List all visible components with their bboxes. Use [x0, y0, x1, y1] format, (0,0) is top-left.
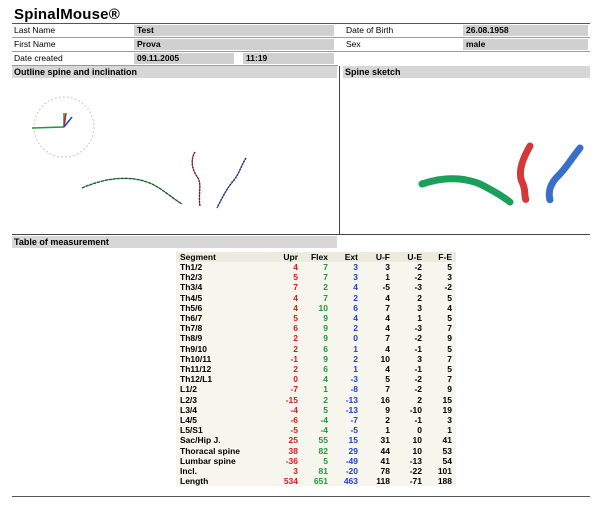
segment-cell: Th1/2	[180, 262, 203, 272]
segment-cell: Th3/4	[180, 282, 203, 293]
flexion-cell: 6	[323, 343, 328, 354]
flexion-cell: 7	[323, 292, 328, 303]
flexion-cell: 9	[323, 333, 328, 344]
spine-sketch-drawing	[340, 80, 590, 232]
u-f-cell: 2	[385, 415, 390, 426]
table-row	[176, 425, 456, 435]
f-e-cell: 54	[442, 455, 452, 466]
panel-bottom-border	[12, 234, 590, 235]
extension-cell: -20	[345, 466, 358, 477]
table-row	[176, 333, 456, 343]
flexion-cell: 2	[323, 394, 328, 405]
upright-cell: 25	[288, 435, 298, 446]
sketch-upright-spine	[520, 146, 530, 200]
table-row	[176, 282, 456, 292]
u-e-cell: -10	[409, 404, 422, 415]
upright-cell: 4	[293, 302, 298, 313]
u-f-cell: 7	[385, 384, 390, 395]
extension-cell: 3	[353, 272, 358, 283]
u-f-cell: 7	[385, 302, 390, 313]
u-e-cell: 2	[417, 292, 422, 303]
f-e-cell: 5	[447, 262, 452, 272]
segment-cell: Length	[180, 476, 209, 487]
segment-cell: Sac/Hip J.	[180, 435, 221, 446]
u-f-cell: -5	[382, 282, 390, 293]
extension-cell: 6	[353, 302, 358, 313]
u-e-cell: -3	[414, 282, 422, 293]
u-e-cell: -1	[414, 343, 422, 354]
u-f-cell: 10	[380, 353, 390, 364]
first-name-label: First Name	[14, 39, 56, 49]
u-f-cell: 9	[385, 404, 390, 415]
upright-cell: -36	[285, 455, 298, 466]
flexion-cell: 7	[323, 272, 328, 283]
u-e-cell: 1	[417, 313, 422, 324]
f-e-cell: 7	[447, 353, 452, 364]
table-row	[176, 354, 456, 364]
extension-cell: 1	[353, 364, 358, 375]
segment-cell: Th9/10	[180, 343, 207, 354]
extension-cell: 15	[348, 435, 358, 446]
flexion-cell: 9	[323, 323, 328, 334]
extension-cell: 0	[353, 333, 358, 344]
u-f-cell: 1	[385, 272, 390, 283]
extension-cell: 4	[353, 282, 358, 293]
u-e-cell: -2	[414, 374, 422, 385]
f-e-cell: 5	[447, 313, 452, 324]
flexion-cell: -4	[320, 415, 328, 426]
segment-cell: Th8/9	[180, 333, 203, 344]
f-e-cell: 9	[447, 333, 452, 344]
u-e-cell: -1	[414, 364, 422, 375]
u-e-cell: -13	[409, 455, 422, 466]
flexion-cell: 9	[323, 353, 328, 364]
u-f-cell: 4	[385, 364, 390, 375]
dob-value: 26.08.1958	[463, 25, 588, 36]
u-f-cell: 4	[385, 313, 390, 324]
sketch-panel-title: Spine sketch	[343, 66, 590, 78]
f-e-cell: 19	[442, 404, 452, 415]
u-e-cell: 0	[417, 425, 422, 436]
upright-cell: 6	[293, 323, 298, 334]
flexion-cell: 651	[313, 476, 328, 487]
outline-flexion-center	[82, 178, 182, 204]
u-f-cell: 118	[376, 476, 390, 487]
segment-cell: L5/S1	[180, 425, 203, 436]
f-e-cell: 15	[442, 394, 452, 405]
col-header-u-f: U-F	[362, 252, 394, 262]
u-e-cell: 10	[412, 435, 422, 446]
u-e-cell: -1	[414, 415, 422, 426]
table-row	[176, 293, 456, 303]
col-header-flex: Flex	[302, 252, 332, 262]
u-f-cell: 41	[380, 455, 390, 466]
upright-cell: -5	[290, 425, 298, 436]
outline-upright-curve	[192, 152, 200, 206]
last-name-label: Last Name	[14, 25, 56, 35]
first-name-value: Prova	[134, 39, 334, 50]
table-row	[176, 476, 456, 486]
outline-spine-drawing	[12, 80, 338, 232]
upright-cell: 534	[283, 476, 298, 487]
table-section-title: Table of measurement	[12, 236, 337, 248]
col-header-u-e: U-E	[394, 252, 426, 262]
outline-upright-center	[192, 152, 200, 206]
title-underline	[12, 23, 590, 24]
outline-panel-title: Outline spine and inclination	[12, 66, 337, 78]
u-f-cell: 7	[385, 333, 390, 344]
sex-label: Sex	[346, 39, 361, 49]
upright-cell: 4	[293, 262, 298, 272]
flexion-cell: 5	[323, 404, 328, 415]
extension-cell: -13	[345, 394, 358, 405]
app-title: SpinalMouse®	[14, 6, 120, 23]
flexion-cell: 55	[318, 435, 328, 446]
segment-cell: Th6/7	[180, 313, 203, 324]
segment-cell: Th5/6	[180, 302, 203, 313]
date-created-value: 09.11.2005	[134, 53, 234, 64]
sketch-extension-spine	[549, 148, 580, 200]
segment-cell: Th10/11	[180, 353, 212, 364]
upright-cell: 3	[293, 466, 298, 477]
flexion-cell: 6	[323, 364, 328, 375]
u-f-cell: 78	[380, 466, 390, 477]
u-f-cell: 31	[380, 435, 390, 446]
upright-cell: -4	[290, 404, 298, 415]
u-e-cell: 2	[417, 394, 422, 405]
extension-cell: -5	[350, 425, 358, 436]
flexion-cell: 9	[323, 313, 328, 324]
segment-cell: Th7/8	[180, 323, 203, 334]
table-row	[176, 374, 456, 384]
upright-cell: -1	[290, 353, 298, 364]
segment-cell: Th2/3	[180, 272, 203, 283]
f-e-cell: 53	[442, 445, 452, 456]
f-e-cell: 101	[437, 466, 452, 477]
table-row	[176, 435, 456, 445]
segment-cell: Th11/12	[180, 364, 212, 375]
measurement-table	[176, 252, 456, 486]
table-row	[176, 446, 456, 456]
u-e-cell: -2	[414, 384, 422, 395]
upright-cell: 0	[293, 374, 298, 385]
u-f-cell: 4	[385, 343, 390, 354]
extension-cell: -7	[350, 415, 358, 426]
sex-value: male	[463, 39, 588, 50]
flexion-cell: 5	[323, 455, 328, 466]
extension-cell: 4	[353, 313, 358, 324]
time-created-value: 11:19	[243, 53, 334, 64]
table-row	[176, 415, 456, 425]
u-f-cell: 4	[385, 292, 390, 303]
u-f-cell: 3	[385, 262, 390, 272]
table-row	[176, 323, 456, 333]
segment-cell: Lumbar spine	[180, 455, 236, 466]
sketch-flexion-spine	[422, 179, 510, 202]
u-f-cell: 44	[380, 445, 390, 456]
segment-cell: Incl.	[180, 466, 198, 477]
f-e-cell: 188	[437, 476, 452, 487]
u-e-cell: -2	[414, 262, 422, 272]
u-e-cell: -2	[414, 333, 422, 344]
u-f-cell: 1	[385, 425, 390, 436]
col-header-upr: Upr	[274, 252, 302, 262]
table-row	[176, 384, 456, 394]
f-e-cell: 41	[442, 435, 452, 446]
u-e-cell: -2	[414, 272, 422, 283]
upright-cell: 4	[293, 292, 298, 303]
extension-cell: 2	[353, 353, 358, 364]
upright-cell: 5	[293, 272, 298, 283]
f-e-cell: 1	[447, 425, 452, 436]
f-e-cell: 7	[447, 374, 452, 385]
upright-cell: 5	[293, 313, 298, 324]
footer-line	[12, 496, 590, 497]
last-name-value: Test	[134, 25, 334, 36]
f-e-cell: 5	[447, 364, 452, 375]
table-row	[176, 466, 456, 476]
extension-cell: 1	[353, 343, 358, 354]
flexion-cell: 10	[318, 302, 328, 313]
upright-cell: 2	[293, 343, 298, 354]
table-row	[176, 456, 456, 466]
divider	[12, 37, 590, 38]
flexion-cell: 4	[323, 374, 328, 385]
upright-cell: 2	[293, 333, 298, 344]
flexion-cell: 2	[323, 282, 328, 293]
f-e-cell: -2	[444, 282, 452, 293]
table-body	[176, 262, 456, 486]
segment-cell: L4/5	[180, 415, 198, 426]
flexion-cell: 82	[318, 445, 328, 456]
extension-cell: -3	[350, 374, 358, 385]
u-f-cell: 16	[380, 394, 390, 405]
upright-cell: 2	[293, 364, 298, 375]
upright-cell: -15	[285, 394, 298, 405]
f-e-cell: 4	[447, 302, 452, 313]
extension-cell: -13	[345, 404, 358, 415]
flexion-cell: 7	[323, 262, 328, 272]
extension-cell: 29	[348, 445, 358, 456]
flexion-cell: -4	[320, 425, 328, 436]
upright-cell: -7	[290, 384, 298, 395]
date-created-label: Date created	[14, 53, 63, 63]
table-row	[176, 405, 456, 415]
u-e-cell: 3	[417, 302, 422, 313]
table-row	[176, 262, 456, 272]
table-header-row	[176, 252, 456, 262]
segment-cell: Th4/5	[180, 292, 203, 303]
segment-cell: L1/2	[180, 384, 198, 395]
extension-cell: 2	[353, 292, 358, 303]
inclination-flex-base	[32, 127, 64, 128]
extension-cell: -49	[345, 455, 358, 466]
table-row	[176, 395, 456, 405]
segment-cell: Thoracal spine	[180, 445, 240, 456]
table-row	[176, 313, 456, 323]
upright-cell: -6	[290, 415, 298, 426]
table-row	[176, 272, 456, 282]
upright-cell: 38	[288, 445, 298, 456]
extension-cell: 463	[343, 476, 358, 487]
upright-cell: 7	[293, 282, 298, 293]
flexion-cell: 81	[318, 466, 328, 477]
f-e-cell: 3	[447, 272, 452, 283]
u-f-cell: 4	[385, 323, 390, 334]
f-e-cell: 7	[447, 323, 452, 334]
segment-cell: Th12/L1	[180, 374, 213, 385]
table-row	[176, 303, 456, 313]
u-e-cell: 10	[412, 445, 422, 456]
u-e-cell: -22	[409, 466, 422, 477]
u-f-cell: 5	[385, 374, 390, 385]
u-e-cell: -71	[409, 476, 422, 487]
col-header-segment: Segment	[176, 252, 274, 262]
u-e-cell: -3	[414, 323, 422, 334]
f-e-cell: 5	[447, 343, 452, 354]
f-e-cell: 3	[447, 415, 452, 426]
dob-label: Date of Birth	[346, 25, 394, 35]
extension-cell: -8	[350, 384, 358, 395]
table-row	[176, 344, 456, 354]
extension-cell: 2	[353, 323, 358, 334]
col-header-f-e: F-E	[426, 252, 456, 262]
table-row	[176, 364, 456, 374]
flexion-cell: 1	[323, 384, 328, 395]
divider	[12, 51, 590, 52]
f-e-cell: 9	[447, 384, 452, 395]
u-e-cell: 3	[417, 353, 422, 364]
f-e-cell: 5	[447, 292, 452, 303]
segment-cell: L2/3	[180, 394, 198, 405]
col-header-ext: Ext	[332, 252, 362, 262]
segment-cell: L3/4	[180, 404, 198, 415]
extension-cell: 3	[353, 262, 358, 272]
